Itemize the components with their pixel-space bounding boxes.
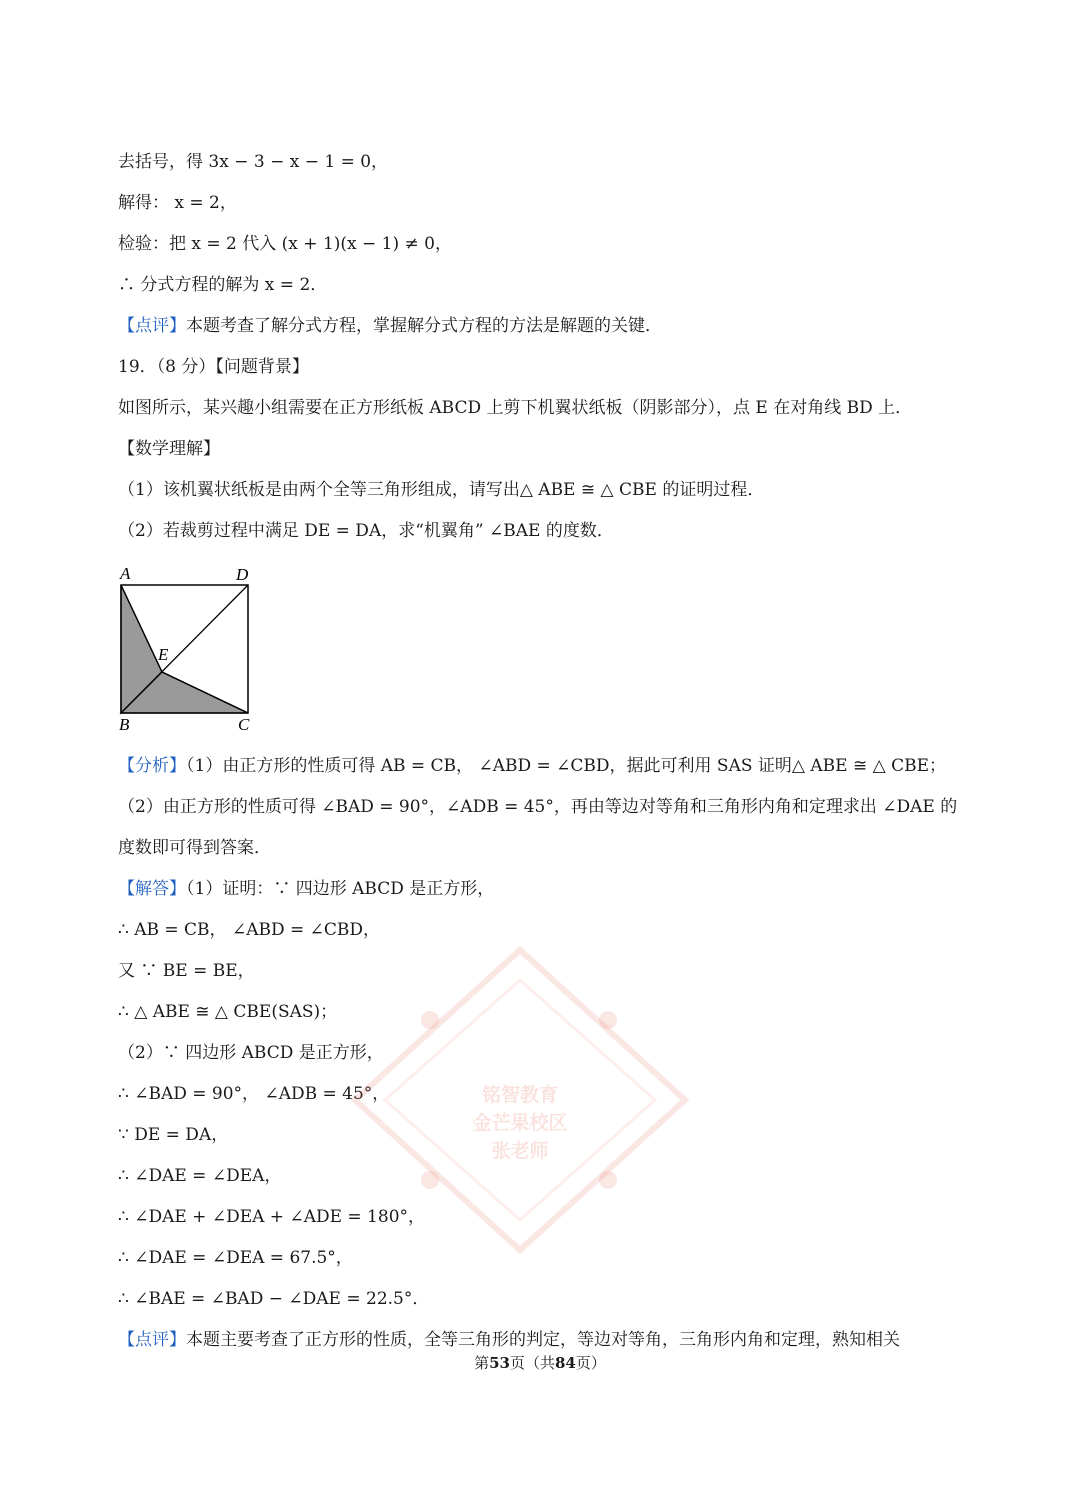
question-part-2: （2）若裁剪过程中满足 DE = DA，求“机翼角” ∠BAE 的度数． (118, 521, 614, 541)
analysis-line-1 (118, 754, 946, 778)
solution-text-1: （1）证明：∵ 四边形 ABCD 是正方形， (186, 879, 495, 899)
final-comment-line (118, 1328, 900, 1352)
solution-line-3: 又 ∵ BE = BE， (118, 961, 255, 981)
watermark-line-1: 铭智教育 (481, 1084, 558, 1106)
solution-line-6: ∴ ∠BAD = 90°， ∠ADB = 45°， (118, 1084, 390, 1104)
text-line-2: 解得： x = 2， (118, 193, 237, 213)
analysis-line-3: 度数即可得到答案． (118, 838, 271, 858)
solution-line-5: （2）∵ 四边形 ABCD 是正方形， (118, 1043, 384, 1063)
solution-line-11: ∴ ∠BAE = ∠BAD − ∠DAE = 22.5°． (118, 1289, 430, 1309)
solution-line-7: ∵ DE = DA， (118, 1125, 229, 1145)
analysis-tag: 【分析】 (118, 756, 186, 776)
math-understanding-heading: 【数学理解】 (118, 439, 220, 459)
text-line-4: ∴ 分式方程的解为 x = 2． (118, 275, 328, 295)
footer-page-number: 53 (489, 1354, 510, 1372)
watermark-line-2: 金芒果校区 (472, 1112, 568, 1134)
solution-line-1 (118, 877, 494, 901)
text-line-1: 去括号，得 3x − 3 − x − 1 = 0， (118, 152, 389, 172)
footer-suffix: 页） (575, 1354, 606, 1372)
solution-line-10: ∴ ∠DAE = ∠DEA = 67.5°， (118, 1248, 353, 1268)
solution-line-8: ∴ ∠DAE = ∠DEA， (118, 1166, 282, 1186)
question-background: 如图所示，某兴趣小组需要在正方形纸板 ABCD 上剪下机翼状纸板（阴影部分），点 E 在对角线 BD 上． (118, 398, 913, 418)
label-d: D (236, 565, 249, 584)
square-diagram (110, 560, 260, 740)
analysis-text-1: （1）由正方形的性质可得 AB = CB， ∠ABD = ∠CBD，据此可利用 SAS 证明△ ABE ≅ △ CBE； (186, 756, 946, 776)
page-footer (0, 1352, 1080, 1373)
watermark-line-3: 张老师 (491, 1140, 549, 1162)
question-part-1: （1）该机翼状纸板是由两个全等三角形组成，请写出△ ABE ≅ △ CBE 的证明过程． (118, 480, 765, 500)
label-b: B (119, 715, 130, 734)
final-comment-text: 本题主要考查了正方形的性质，全等三角形的判定，等边对等角，三角形内角和定理，熟知相关 (186, 1330, 900, 1350)
footer-prefix: 第 (474, 1354, 490, 1372)
final-comment-tag: 【点评】 (118, 1330, 186, 1350)
comment-tag: 【点评】 (118, 316, 186, 336)
footer-total-pages: 84 (555, 1354, 576, 1372)
solution-line-4: ∴ △ ABE ≅ △ CBE(SAS)； (118, 1002, 338, 1022)
label-a: A (120, 564, 131, 583)
solution-tag: 【解答】 (118, 879, 186, 899)
label-c: C (238, 715, 250, 734)
solution-line-2: ∴ AB = CB， ∠ABD = ∠CBD， (118, 920, 381, 940)
label-e: E (158, 645, 169, 664)
comment-text: 本题考查了解分式方程，掌握解分式方程的方法是解题的关键． (186, 316, 662, 336)
analysis-line-2: （2）由正方形的性质可得 ∠BAD = 90°，∠ADB = 45°，再由等边对等角和三角形内角和定理求出 ∠DAE 的 (118, 797, 958, 817)
footer-mid: 页（共 (509, 1354, 555, 1372)
text-line-3: 检验：把 x = 2 代入 (x + 1)(x − 1) ≠ 0， (118, 234, 452, 254)
comment-line (118, 314, 662, 338)
question-header: 19．（8 分）【问题背景】 (118, 357, 309, 377)
solution-line-9: ∴ ∠DAE + ∠DEA + ∠ADE = 180°， (118, 1207, 426, 1227)
